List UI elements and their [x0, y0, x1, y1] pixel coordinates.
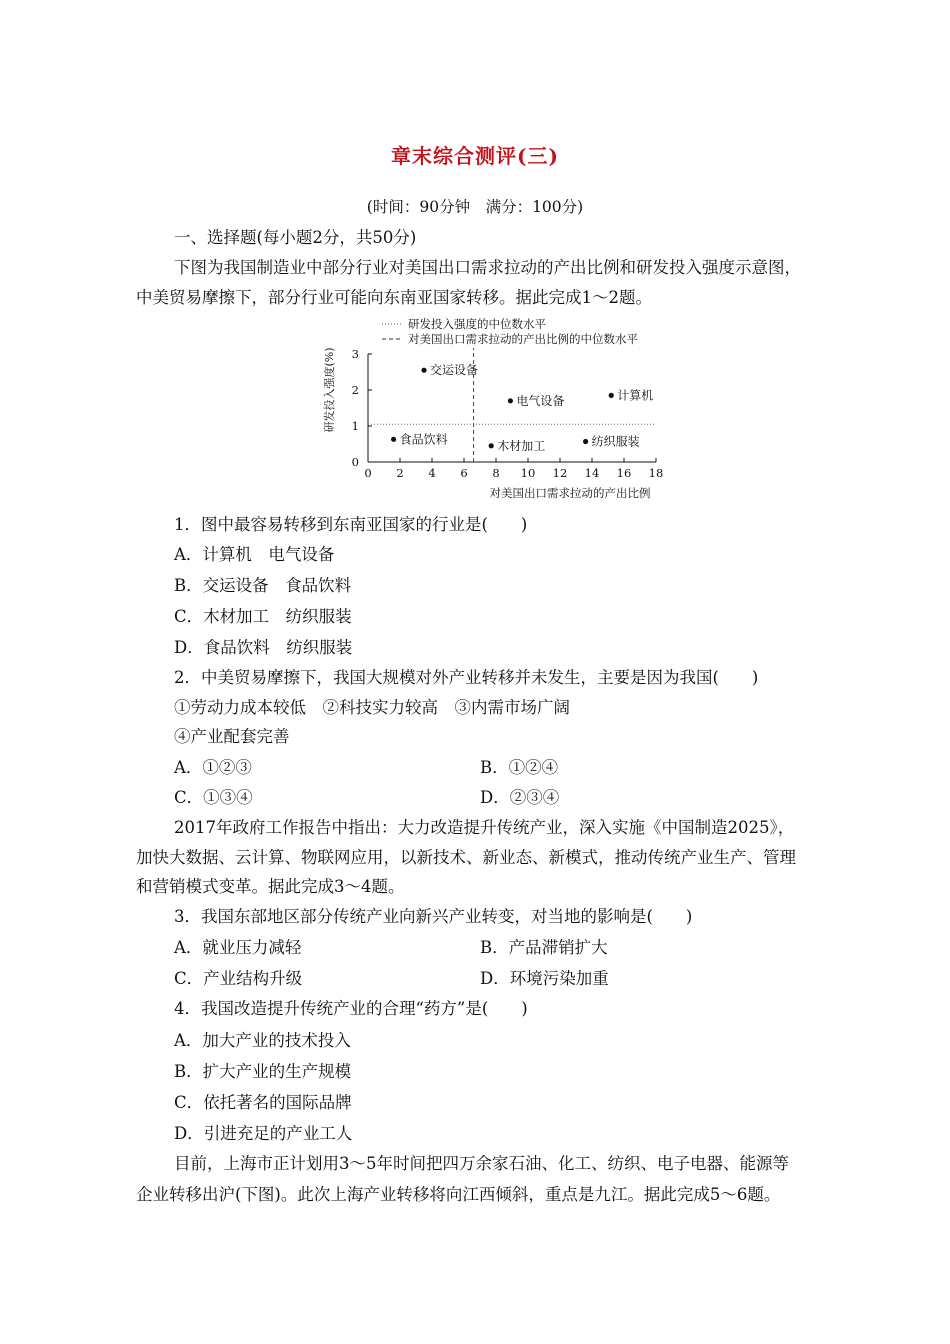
- data-point-label: 交运设备: [430, 363, 479, 378]
- intro1-line1: 下图为我国制造业中部分行业对美国出口需求拉动的产出比例和研发投入强度示意图，: [174, 258, 801, 277]
- q3-option-c: C．产业结构升级: [174, 969, 303, 988]
- data-point-label: 电气设备: [516, 393, 565, 408]
- y-axis-label: 研发投入强度(%): [323, 347, 336, 433]
- legend-export-median: 对美国出口需求拉动的产出比例的中位数水平: [408, 332, 638, 346]
- intro1-line2: 中美贸易摩擦下，部分行业可能向东南亚国家转移。据此完成1～2题。: [136, 288, 652, 307]
- x-axis-label: 对美国出口需求拉动的产出比例: [489, 486, 651, 500]
- q4-option-d: D．引进充足的产业工人: [174, 1124, 353, 1143]
- y-tick-label: 0: [351, 455, 359, 469]
- q1-option-c: C．木材加工 纺织服装: [174, 607, 352, 626]
- section-heading: 一、选择题(每小题2分，共50分): [174, 228, 417, 247]
- x-tick-label: 0: [364, 466, 372, 480]
- x-tick-label: 2: [396, 466, 404, 480]
- q1-option-b: B．交运设备 食品饮料: [174, 576, 352, 595]
- q2-option-c: C．①③④: [174, 788, 253, 807]
- data-point: [489, 443, 494, 448]
- data-point-label: 纺织服装: [591, 434, 640, 449]
- data-point-label: 食品饮料: [399, 432, 448, 447]
- x-tick-label: 16: [616, 466, 632, 480]
- intro2-line1: 2017年政府工作报告中指出：大力改造提升传统产业，深入实施《中国制造2025》，: [174, 818, 795, 837]
- intro3-line2: 企业转移出沪(下图)。此次上海产业转移将向江西倾斜，重点是九江。据此完成5～6题。: [136, 1185, 781, 1204]
- page-title: 章末综合测评(三): [391, 144, 559, 168]
- q2-option-b: B．①②④: [480, 758, 559, 777]
- x-tick-label: 8: [492, 466, 500, 480]
- q1-option-a: A．计算机 电气设备: [174, 545, 335, 564]
- data-point: [609, 393, 614, 398]
- q2-stem: 2．中美贸易摩擦下，我国大规模对外产业转移并未发生，主要是因为我国( ): [174, 668, 759, 687]
- q2-statements-2: ④产业配套完善: [174, 727, 290, 746]
- y-tick-label: 1: [351, 419, 359, 433]
- q3-option-b: B．产品滞销扩大: [480, 938, 608, 957]
- intro2-line2: 加快大数据、云计算、物联网应用，以新技术、新业态、新模式，推动传统产业生产、管理: [136, 848, 796, 867]
- q4-option-c: C．依托著名的国际品牌: [174, 1093, 352, 1112]
- y-tick-label: 2: [351, 383, 359, 397]
- data-point: [508, 398, 513, 403]
- data-point-label: 木材加工: [497, 438, 546, 453]
- x-tick-label: 6: [460, 466, 468, 480]
- q3-stem: 3．我国东部地区部分传统产业向新兴产业转变，对当地的影响是( ): [174, 907, 693, 926]
- data-point: [391, 437, 396, 442]
- scatter-chart: [320, 316, 670, 506]
- data-point: [421, 368, 426, 373]
- q4-option-a: A．加大产业的技术投入: [174, 1031, 351, 1050]
- legend-rd-median: 研发投入强度的中位数水平: [408, 317, 546, 331]
- intro3-line1: 目前，上海市正计划用3～5年时间把四万余家石油、化工、纺织、电子电器、能源等: [174, 1154, 789, 1173]
- data-point: [583, 439, 588, 444]
- q2-statements-1: ①劳动力成本较低 ②科技实力较高 ③内需市场广阔: [174, 698, 570, 717]
- q1-stem: 1．图中最容易转移到东南亚国家的行业是( ): [174, 515, 528, 534]
- q3-option-a: A．就业压力减轻: [174, 938, 302, 957]
- q3-option-d: D．环境污染加重: [480, 969, 609, 988]
- q1-option-d: D．食品饮料 纺织服装: [174, 638, 353, 657]
- x-tick-label: 12: [552, 466, 568, 480]
- q4-stem: 4．我国改造提升传统产业的合理“药方”是( ): [174, 999, 528, 1018]
- x-tick-label: 10: [520, 466, 536, 480]
- x-tick-label: 14: [584, 466, 600, 480]
- y-tick-label: 3: [351, 347, 359, 361]
- x-tick-label: 18: [648, 466, 664, 480]
- q2-option-d: D．②③④: [480, 788, 560, 807]
- x-tick-label: 4: [428, 466, 436, 480]
- data-point-label: 计算机: [617, 388, 654, 403]
- q2-option-a: A．①②③: [174, 758, 252, 777]
- exam-meta: (时间：90分钟 满分：100分): [366, 198, 584, 216]
- q4-option-b: B．扩大产业的生产规模: [174, 1062, 352, 1081]
- intro2-line3: 和营销模式变革。据此完成3～4题。: [136, 877, 405, 896]
